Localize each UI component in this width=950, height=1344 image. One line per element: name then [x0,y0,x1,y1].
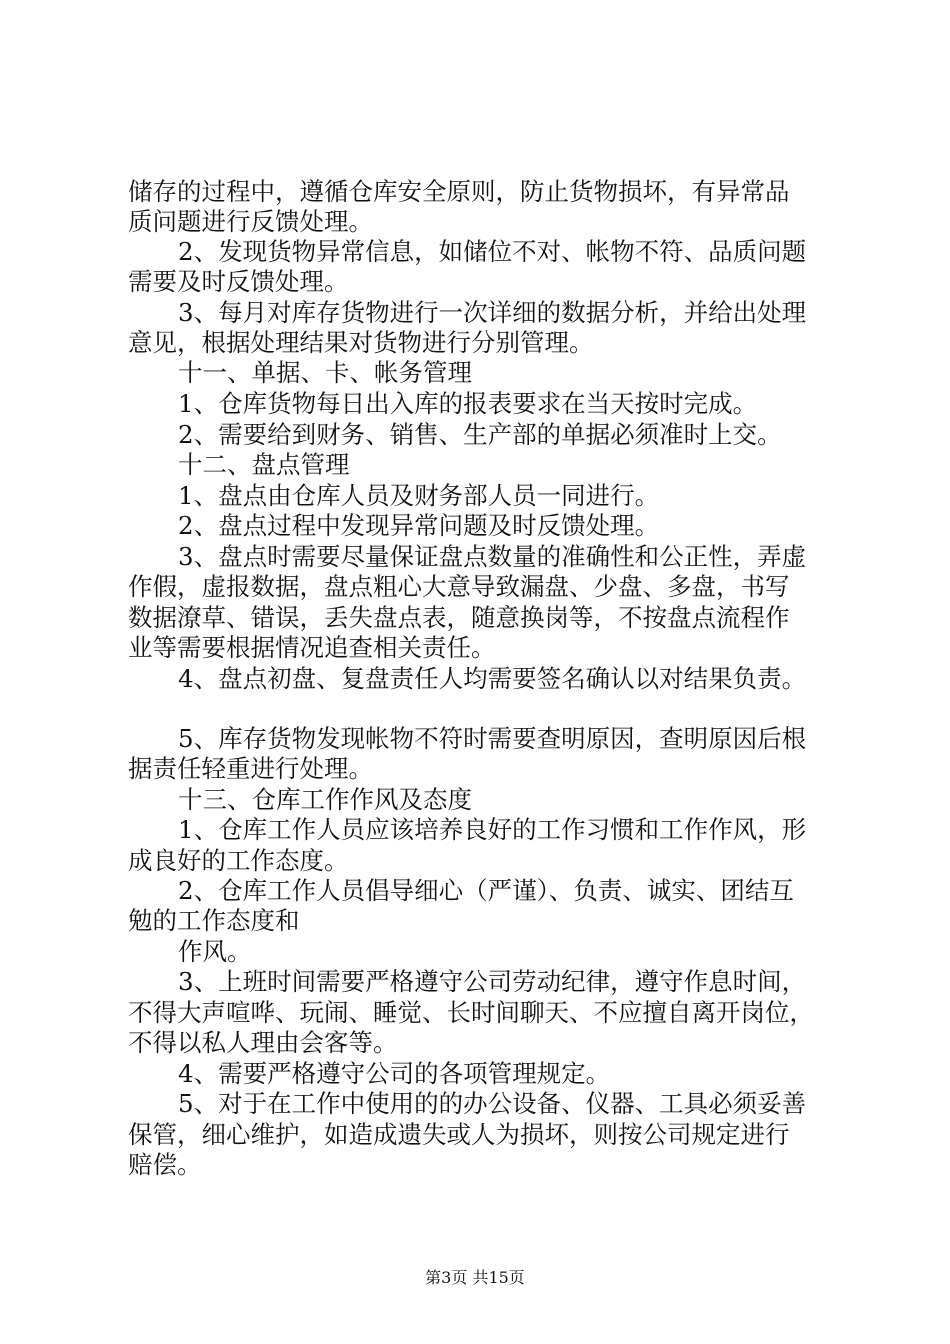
body-line: 数据潦草、错误，丢失盘点表，随意换岗等，不按盘点流程作 [128,603,790,632]
body-line: 1、盘点由仓库人员及财务部人员一同进行。 [178,481,660,510]
body-line: 业等需要根据情况追查相关责任。 [128,633,496,662]
body-line: 1、仓库货物每日出入库的报表要求在当天按时完成。 [178,389,758,418]
body-line: 2、发现货物异常信息，如储位不对、帐物不符、品质问题 [178,237,807,266]
body-line: 成良好的工作态度。 [128,846,349,875]
body-line: 需要及时反馈处理。 [128,267,349,296]
body-line: 意见，根据处理结果对货物进行分别管理。 [128,328,594,357]
body-line: 赔偿。 [128,1150,202,1179]
body-line: 据责任轻重进行处理。 [128,754,373,783]
body-line: 3、每月对库存货物进行一次详细的数据分析，并给出处理 [178,298,807,327]
body-line: 不得以私人理由会客等。 [128,1028,398,1057]
section-heading: 十二、盘点管理 [178,450,350,479]
body-line: 1、仓库工作人员应该培养良好的工作习惯和工作作风，形 [178,815,807,844]
page-number-footer: 第3页 共15页 [425,1268,525,1287]
body-line: 4、需要严格遵守公司的各项管理规定。 [178,1059,611,1088]
body-line: 作风。 [178,937,252,966]
body-line: 勉的工作态度和 [128,906,300,935]
body-line: 5、库存货物发现帐物不符时需要查明原因，查明原因后根 [178,724,807,753]
body-line: 3、盘点时需要尽量保证盘点数量的准确性和公正性，弄虚 [178,542,807,571]
body-line: 2、需要给到财务、销售、生产部的单据必须准时上交。 [178,420,782,449]
section-heading: 十三、仓库工作作风及态度 [178,785,472,814]
body-line: 2、盘点过程中发现异常问题及时反馈处理。 [178,511,660,540]
body-line: 不得大声喧哗、玩闹、睡觉、长时间聊天、不应擅自离开岗位， [128,998,814,1027]
body-line: 储存的过程中，遵循仓库安全原则，防止货物损坏，有异常品 [128,177,790,206]
body-line: 2、仓库工作人员倡导细心（严谨）、负责、诚实、团结互 [178,876,794,905]
body-line: 作假，虚报数据，盘点粗心大意导致漏盘、少盘、多盘，书写 [128,572,790,601]
body-line: 5、对于在工作中使用的的办公设备、仪器、工具必须妥善 [178,1089,807,1118]
body-line: 4、盘点初盘、复盘责任人均需要签名确认以对结果负责。 [178,664,807,693]
section-heading: 十一、单据、卡、帐务管理 [178,358,472,387]
body-line: 保管，细心维护，如造成遗失或人为损坏，则按公司规定进行 [128,1120,790,1149]
body-line: 质问题进行反馈处理。 [128,207,373,236]
body-line: 3、上班时间需要严格遵守公司劳动纪律，遵守作息时间， [178,967,807,996]
